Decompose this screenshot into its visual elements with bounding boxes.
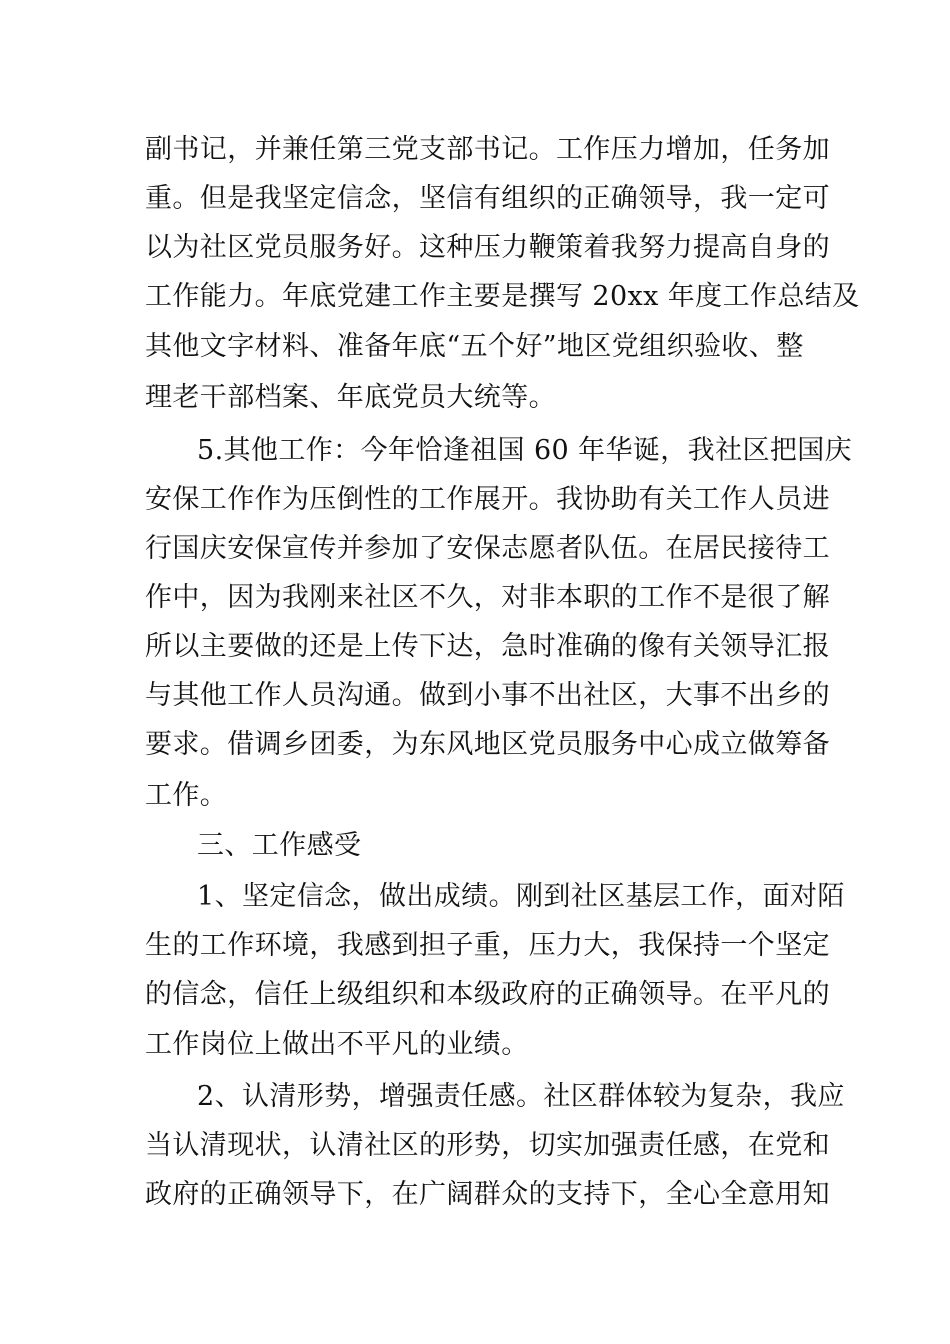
text-line: 与其他工作人员沟通。做到小事不出社区，大事不出乡的 bbox=[145, 680, 830, 711]
text-line: 当认清现状，认清社区的形势，切实加强责任感，在党和 bbox=[145, 1130, 830, 1161]
text-line: 工作。 bbox=[145, 780, 228, 811]
text-line: 其他文字材料、准备年底“五个好”地区党组织验收、整 bbox=[145, 331, 804, 362]
paragraph-start-line: 5.其他工作：今年恰逢祖国 60 年华诞，我社区把国庆 bbox=[197, 435, 853, 466]
text-line: 生的工作环境，我感到担子重，压力大，我保持一个坚定 bbox=[145, 930, 830, 961]
paragraph-start-line: 1、坚定信念，做出成绩。刚到社区基层工作，面对陌 bbox=[197, 881, 845, 912]
text-line: 的信念，信任上级组织和本级政府的正确领导。在平凡的 bbox=[145, 979, 830, 1010]
text-line: 所以主要做的还是上传下达，急时准确的像有关领导汇报 bbox=[145, 631, 830, 662]
text-line: 重。但是我坚定信念，坚信有组织的正确领导，我一定可 bbox=[145, 183, 830, 214]
paragraph-start-line: 2、认清形势，增强责任感。社区群体较为复杂，我应 bbox=[197, 1081, 845, 1112]
text-line: 副书记，并兼任第三党支部书记。工作压力增加，任务加 bbox=[145, 134, 830, 165]
text-line: 工作岗位上做出不平凡的业绩。 bbox=[145, 1029, 529, 1060]
text-line: 政府的正确领导下，在广阔群众的支持下，全心全意用知 bbox=[145, 1179, 830, 1210]
text-line: 行国庆安保宣传并参加了安保志愿者队伍。在居民接待工 bbox=[145, 533, 830, 564]
text-line: 理老干部档案、年底党员大统等。 bbox=[145, 382, 556, 413]
text-line: 工作能力。年底党建工作主要是撰写 20xx 年度工作总结及 bbox=[145, 281, 860, 312]
section-heading: 三、工作感受 bbox=[197, 830, 362, 861]
text-line: 要求。借调乡团委，为东风地区党员服务中心成立做筹备 bbox=[145, 729, 830, 760]
text-line: 以为社区党员服务好。这种压力鞭策着我努力提高自身的 bbox=[145, 232, 830, 263]
text-line: 作中，因为我刚来社区不久，对非本职的工作不是很了解 bbox=[145, 582, 830, 613]
text-line: 安保工作作为压倒性的工作展开。我协助有关工作人员进 bbox=[145, 484, 830, 515]
